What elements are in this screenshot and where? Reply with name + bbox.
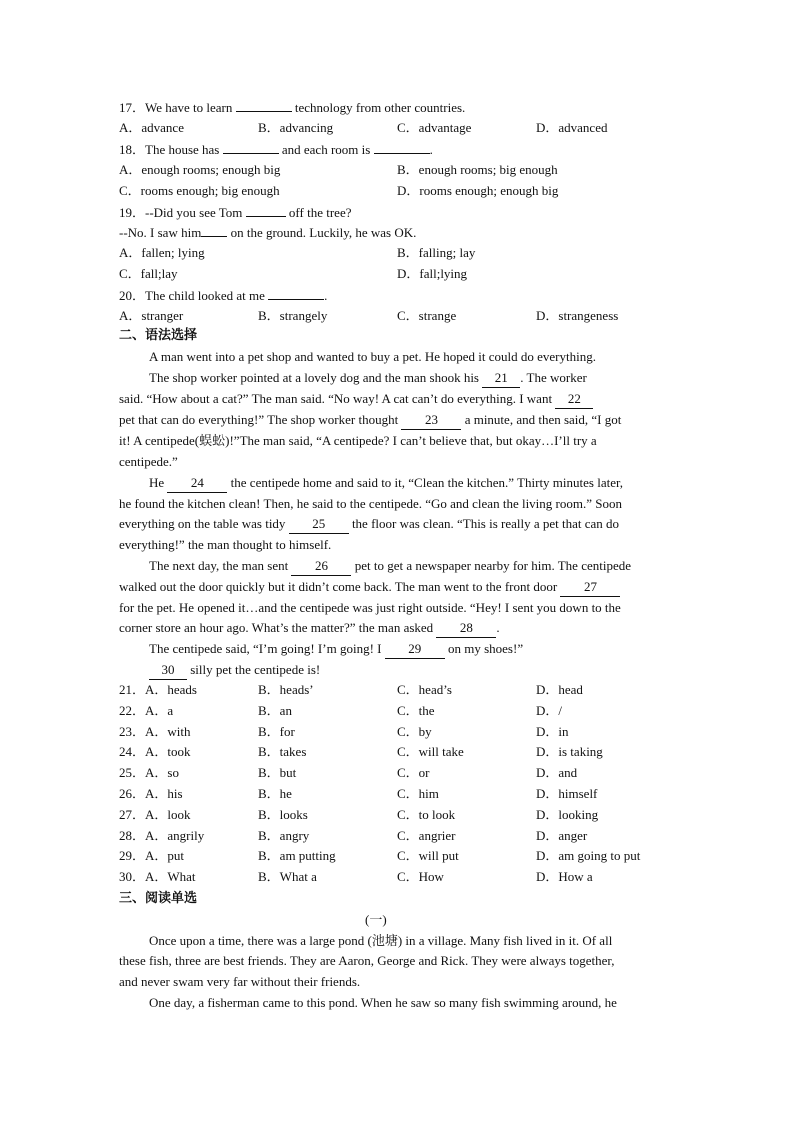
passage-text: the centipede home and said to it, “Clean the kitchen.” Thirty minutes later, [227, 475, 624, 490]
q28-option-d[interactable]: D．anger [536, 827, 588, 843]
answer-blank[interactable] [374, 139, 430, 154]
q27-option-d[interactable]: D．looking [536, 806, 599, 822]
q25-option-b[interactable]: B．but [258, 765, 297, 781]
q19-option-b[interactable]: B．falling; lay [397, 245, 476, 260]
question-19-reply [119, 222, 416, 242]
q18-option-a[interactable]: A．enough rooms; enough big [119, 162, 281, 177]
passage-text: The centipede said, “I’m going! I’m going! I [149, 641, 385, 656]
q21-option-d[interactable]: D．head [536, 682, 583, 697]
q29-option-d[interactable]: D．am going to put [536, 848, 641, 864]
stem-text: off the tree? [285, 205, 352, 220]
blank-30[interactable]: 30 [149, 660, 187, 680]
blank-28[interactable]: 28 [436, 618, 496, 638]
q19-option-d[interactable]: D．fall;lying [397, 266, 468, 281]
q21-option-a[interactable]: 21．A．heads [119, 682, 197, 697]
stem-text: 20．The child looked at me [119, 288, 269, 303]
q17-option-c[interactable]: C．advantage [397, 120, 472, 135]
q30-option-c[interactable]: C．How [397, 869, 444, 885]
q26-option-c[interactable]: C．him [397, 786, 439, 801]
passage-line: he found the kitchen clean! Then, he said to the centipede. “Go and clean the living room.” Soon [119, 496, 622, 511]
passage-line [119, 514, 619, 534]
q28-option-c[interactable]: C．angrier [397, 827, 456, 843]
reading-subtitle: (一) [365, 912, 387, 927]
passage-text: a minute, and then said, “I got [461, 412, 622, 427]
q27-option-a[interactable]: 27．A．look [119, 806, 191, 822]
q21-option-c[interactable]: C．head’s [397, 682, 452, 697]
stem-text: and each room is [278, 142, 374, 157]
passage-line: it! A centipede(蜈蚣)!”The man said, “A centipede? I can’t believe that, but okay…I’ll try a [119, 433, 597, 448]
passage-line: centipede.” [119, 454, 178, 469]
q29-option-b[interactable]: B．am putting [258, 848, 336, 864]
blank-26[interactable]: 26 [291, 556, 351, 576]
question-19-stem [119, 202, 351, 222]
reading-line: Once upon a time, there was a large pond (池塘) in a village. Many fish lived in it. Of all [149, 933, 613, 948]
passage-text: The next day, the man sent [149, 558, 292, 573]
q24-option-d[interactable]: D．is taking [536, 744, 603, 760]
passage-line [119, 618, 500, 638]
q28-option-b[interactable]: B．angry [258, 827, 310, 843]
stem-text: 17．We have to learn [119, 100, 236, 115]
stem-text: on the ground. Luckily, he was OK. [227, 225, 417, 240]
passage-text: on my shoes!” [444, 641, 524, 656]
q17-option-b[interactable]: B．advancing [258, 120, 334, 135]
q20-option-a[interactable]: A．stranger [119, 308, 184, 323]
q25-option-d[interactable]: D．and [536, 765, 578, 781]
q24-option-b[interactable]: B．takes [258, 744, 307, 760]
q30-option-d[interactable]: D．How a [536, 869, 593, 885]
blank-22[interactable]: 22 [555, 389, 593, 409]
q28-option-a[interactable]: 28．A．angrily [119, 827, 205, 843]
q20-option-c[interactable]: C．strange [397, 308, 457, 323]
passage-line [119, 389, 593, 409]
blank-25[interactable]: 25 [289, 514, 349, 534]
q23-option-d[interactable]: D．in [536, 723, 569, 739]
q26-option-a[interactable]: 26．A．his [119, 786, 183, 801]
q25-option-c[interactable]: C．or [397, 765, 430, 781]
passage-text: everything on the table was tidy [119, 516, 289, 531]
q26-option-d[interactable]: D．himself [536, 786, 598, 801]
question-17-stem [119, 97, 465, 117]
answer-blank[interactable] [236, 97, 292, 112]
passage-text: He [149, 475, 168, 490]
question-20-stem [119, 285, 327, 305]
q20-option-b[interactable]: B．strangely [258, 308, 328, 323]
q22-option-c[interactable]: C．the [397, 702, 435, 718]
q30-option-a[interactable]: 30．A．What [119, 869, 196, 885]
passage-text: The shop worker pointed at a lovely dog and the man shook his [149, 370, 483, 385]
reading-line: and never swam very far without their friends. [119, 974, 361, 989]
passage-text: . The worker [520, 370, 587, 385]
blank-29[interactable]: 29 [385, 639, 445, 659]
q30-option-b[interactable]: B．What a [258, 869, 317, 885]
q27-option-c[interactable]: C．to look [397, 806, 456, 822]
answer-blank[interactable] [246, 202, 286, 217]
blank-23[interactable]: 23 [401, 410, 461, 430]
passage-text: said. “How about a cat?” The man said. “No way! A cat can’t do everything. I want [119, 391, 556, 406]
q29-option-c[interactable]: C．will put [397, 848, 459, 864]
passage-text: the floor was clean. “This is really a pet that can do [348, 516, 620, 531]
stem-text: 18．The house has [119, 142, 223, 157]
passage-line [149, 368, 587, 388]
question-18-stem [119, 139, 433, 159]
answer-blank[interactable] [201, 222, 227, 237]
passage-line [119, 410, 621, 430]
section-2-heading: 二、语法选择 [119, 328, 198, 343]
q24-option-a[interactable]: 24．A．took [119, 744, 191, 760]
blank-24[interactable]: 24 [167, 473, 227, 493]
q18-option-c[interactable]: C．rooms enough; big enough [119, 183, 280, 198]
blank-27[interactable]: 27 [560, 577, 620, 597]
q19-option-c[interactable]: C．fall;lay [119, 266, 178, 281]
q27-option-b[interactable]: B．looks [258, 806, 308, 822]
passage-line: A man went into a pet shop and wanted to buy a pet. He hoped it could do everything. [149, 349, 596, 364]
q29-option-a[interactable]: 29．A．put [119, 848, 185, 864]
passage-text: pet that can do everything!” The shop worker thought [119, 412, 402, 427]
q18-option-b[interactable]: B．enough rooms; big enough [397, 162, 558, 177]
passage-line [149, 639, 523, 659]
q19-option-a[interactable]: A．fallen; lying [119, 245, 205, 260]
q22-option-b[interactable]: B．an [258, 702, 292, 718]
q21-option-b[interactable]: B．heads’ [258, 682, 314, 697]
answer-blank[interactable] [223, 139, 279, 154]
reading-line: One day, a fisherman came to this pond. When he saw so many fish swimming around, he [149, 995, 617, 1010]
q22-option-d[interactable]: D．/ [536, 702, 563, 718]
passage-line: everything!” the man thought to himself. [119, 537, 332, 552]
passage-text: walked out the door quickly but it didn’t come back. The man went to the front door [119, 579, 561, 594]
stem-text: . [429, 142, 433, 157]
q17-option-d[interactable]: D．advanced [536, 120, 608, 135]
passage-text: corner store an hour ago. What’s the matter?” the man asked [119, 620, 437, 635]
passage-line [149, 660, 320, 680]
passage-text: . [496, 620, 500, 635]
q25-option-a[interactable]: 25．A．so [119, 765, 179, 781]
q17-option-a[interactable]: A．advance [119, 120, 184, 135]
q24-option-c[interactable]: C．will take [397, 744, 464, 760]
q23-option-b[interactable]: B．for [258, 723, 295, 739]
stem-text: . [324, 288, 328, 303]
q18-option-d[interactable]: D．rooms enough; enough big [397, 183, 559, 198]
reading-line: these fish, three are best friends. They are Aaron, George and Rick. They were always together, [119, 953, 615, 968]
stem-text: --No. I saw him [119, 225, 202, 240]
passage-text: pet to get a newspaper nearby for him. The centipede [351, 558, 631, 573]
section-3-heading: 三、阅读单选 [119, 891, 198, 906]
q26-option-b[interactable]: B．he [258, 786, 292, 801]
q23-option-a[interactable]: 23．A．with [119, 723, 191, 739]
passage-text: silly pet the centipede is! [187, 662, 321, 677]
q20-option-d[interactable]: D．strangeness [536, 308, 619, 323]
passage-line: for the pet. He opened it…and the centipede was just right outside. “Hey! I sent you down to the [119, 600, 621, 615]
answer-blank[interactable] [268, 285, 324, 300]
q22-option-a[interactable]: 22．A．a [119, 702, 174, 718]
stem-text: technology from other countries. [291, 100, 466, 115]
stem-text: 19．--Did you see Tom [119, 205, 246, 220]
passage-line [149, 473, 623, 493]
q23-option-c[interactable]: C．by [397, 723, 432, 739]
blank-21[interactable]: 21 [482, 368, 520, 388]
passage-line [149, 556, 631, 576]
passage-line [119, 577, 620, 597]
